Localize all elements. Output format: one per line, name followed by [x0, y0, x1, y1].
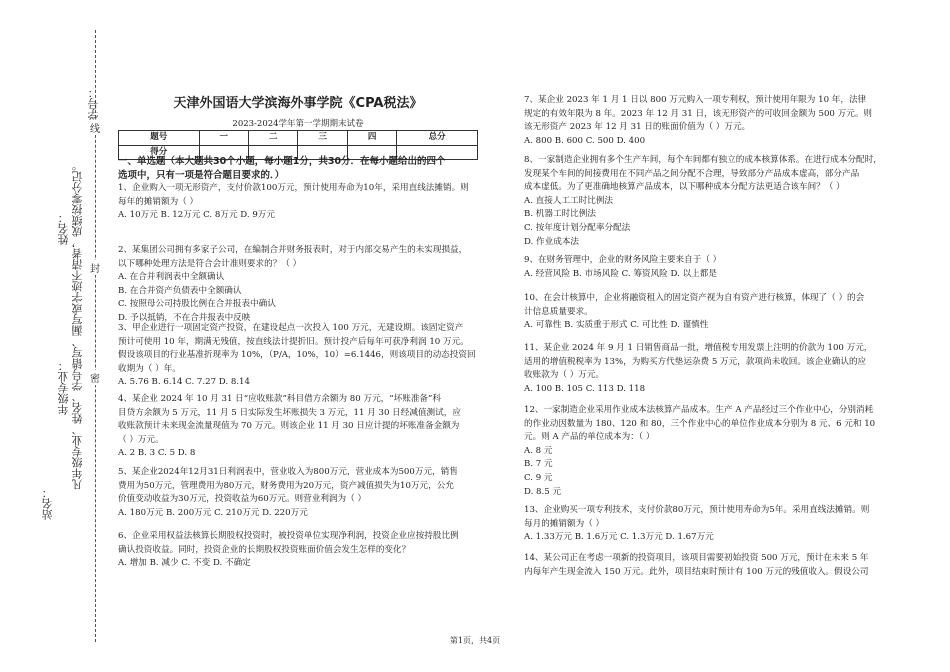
question-item — [524, 292, 924, 333]
question-line: 14、某公司正在考虑一项新的投资项目，该项目需要初始投资 500 万元，预计在未来 5 年 — [524, 553, 869, 563]
question-line: 6、企业采用权益法核算长期股权投资时，被投资单位实现净利润，投资企业应按持股比例 — [118, 531, 459, 541]
question-line: 4、某企业 2024 年 10 月 31 日“应收账款”科目借方余额为 80 万元，“坏账准备”科 — [118, 394, 442, 404]
score-row-label: 得分 — [119, 145, 200, 160]
question-item — [118, 322, 478, 390]
question-line: 目贷方余额为 5 万元，11 月 5 日实际发生坏账损失 3 万元，11 月 30 日经减值测试，应 — [118, 407, 461, 418]
question-line: A. 10万元 B. 12万元 C. 8万元 D. 9万元 — [118, 210, 275, 221]
instruction-warning: 凡年级专业、姓名、学号错写、漏写或字迹不清者，成绩按零分记。 — [71, 160, 84, 490]
score-header: 题号 — [119, 131, 200, 146]
question-line: A. 可靠性 B. 实质重于形式 C. 可比性 D. 谨慎性 — [524, 320, 709, 331]
student-id-label: 学号： — [87, 87, 100, 120]
question-item — [118, 466, 478, 520]
question-item — [118, 244, 478, 326]
question-line: 内每年产生现金流入 150 万元。此外，项目结束时预计有 100 万元的残值收入。假设公司 — [524, 566, 869, 577]
question-item — [118, 182, 478, 223]
question-line: A. 直接人工工时比例法 — [524, 195, 614, 206]
question-line: 5、某企业2024年12月31日利润表中，营业收入为800万元，营业成本为500万元，销售 — [118, 467, 458, 477]
question-item — [118, 393, 478, 461]
seal-char-3: 密 — [90, 370, 100, 385]
question-line: 规定的有效年限为 8 年。2023 年 12 月 31 日，该无形资产的可收回金额为 500 万元。则 — [524, 108, 873, 119]
name-label: 姓名： — [57, 212, 70, 245]
question-line: A. 100 B. 105 C. 113 D. 118 — [524, 383, 646, 394]
binding-sidebar — [0, 0, 118, 672]
question-line: 元。则 A 产品的单位成本为：（ ） — [524, 432, 655, 443]
question-line: 收账款为（ ）万元。 — [524, 370, 605, 381]
question-item — [118, 530, 478, 571]
score-header: 总分 — [397, 131, 478, 146]
page-footer: 第1页，共4页 — [449, 636, 501, 645]
section-heading-line: 选项中，只有一项是符合题目要求的．） — [118, 170, 285, 181]
question-line: 11、某企业 2024 年 9 月 1 日销售商品一批，增值税专用发票上注明的价款为 100 万元， — [524, 343, 873, 353]
question-line: 成本虚低。为了更准确地核算产品成本，以下哪种成本分配方法更适合该车间？（ ） — [524, 182, 845, 193]
question-item — [524, 342, 924, 396]
question-line: 发现某个车间的间接费用在不同产品之间分配不合理，导致部分产品成本虚高，部分产品 — [524, 168, 860, 179]
question-line: B. 在合并资产负债表中全额确认 — [118, 285, 242, 296]
score-header: 一 — [199, 131, 248, 146]
question-line: 适用的增值税税率为 13%，为购买方代垫运杂费 5 万元，款项尚未收回。该企业确认的应 — [524, 356, 867, 367]
question-line: 7、某企业 2023 年 1 月 1 日以 800 万元购入一项专利权，预计使用年限为 10 年，法律 — [524, 95, 867, 105]
score-header-row — [119, 131, 478, 146]
question-line: C. 按照母公司持股比例在合并报表中确认 — [118, 299, 276, 310]
question-line: （ ）万元。 — [118, 434, 164, 445]
question-line: 收账款预计未来现金流量现值为 70 万元。则该企业 11 月 30 日应计提的坏账准备金额为 — [118, 421, 460, 432]
question-item — [524, 504, 924, 545]
question-line: 费用为50万元，管理费用为80万元，财务费用为20万元，资产减值损失为10万元，公允 — [118, 480, 454, 491]
question-line: A. 8 元 — [524, 445, 553, 456]
grade-major-label: 年级专业： — [57, 360, 70, 415]
question-item — [524, 404, 924, 499]
question-line: A. 在合并利润表中全额确认 — [118, 272, 225, 283]
question-line: A. 180万元 B. 200万元 C. 210万元 D. 220万元 — [118, 507, 308, 518]
question-line: A. 2 B. 3 C. 5 D. 8 — [118, 448, 196, 459]
section-heading — [118, 155, 478, 183]
question-line: 的作业动因数量为 180、120 和 80，三个作业中心的单位作业成本分别为 8 元、6 元和 10 — [524, 418, 876, 429]
question-item — [524, 254, 924, 281]
question-line: 8、一家制造企业拥有多个生产车间，每个车间都有独立的成本核算体系。在进行成本分配时， — [524, 155, 882, 165]
question-line: 价值变动收益为30万元，投资收益为60万元。则营业利润为（ ） — [118, 494, 367, 505]
question-line: B. 机器工时比例法 — [524, 209, 596, 220]
question-line: C. 按年度计划分配率分配法 — [524, 222, 631, 233]
question-line: A. 1.33万元 B. 1.6万元 C. 1.3万元 D. 1.67万元 — [524, 532, 714, 543]
question-line: A. 5.76 B. 6.14 C. 7.27 D. 8.14 — [118, 377, 250, 388]
question-line: 3、甲企业进行一项固定资产投资，在建设起点一次投入 100 万元，无建设期。该固定资产 — [118, 323, 464, 333]
question-line: A. 经营风险 B. 市场风险 C. 筹资风险 D. 以上都是 — [524, 268, 717, 279]
question-line: 12、一家制造企业采用作业成本法核算产品成本。生产 A 产品经过三个作业中心，分别消耗 — [524, 405, 874, 415]
exam-page — [118, 0, 950, 672]
question-line: 假设该项目的行业基准折现率为 10%，（P/A，10%，10）=6.1446，则该项目的动态投资回 — [118, 350, 476, 361]
question-line: D. 作业成本法 — [524, 236, 580, 247]
question-line: 该无形资产 2023 年 12 月 31 日的账面价值为（ ）万元。 — [524, 122, 751, 133]
question-line: 1、企业购入一项无形资产，支付价款100万元，预计使用寿命为10年，采用直线法摊销。则 — [118, 183, 469, 193]
exam-title: 天津外国语大学滨海外事学院《CPA税法》 — [173, 96, 423, 111]
question-item — [524, 94, 924, 148]
question-line: D. 8.5 元 — [524, 486, 562, 497]
section-heading-line: 一、单选题（本大题共30个小题，每小题1分，共30分．在每小题给出的四个 — [118, 156, 446, 167]
question-line: 预计可使用 10 年，期满无残值，按直线法计提折旧。预计投产后每年可获净利润 10 万元。 — [118, 336, 469, 347]
score-header: 四 — [347, 131, 396, 146]
seal-char-1: 线 — [90, 120, 100, 135]
question-item — [524, 154, 924, 249]
question-line: A. 增加 B. 减少 C. 不变 D. 不确定 — [118, 558, 251, 569]
question-line: 13、企业购买一项专利技术，支付价款80万元，预计使用寿命为5年。采用直线法摊销。则 — [524, 505, 870, 515]
question-item — [524, 552, 924, 579]
score-header: 三 — [298, 131, 347, 146]
question-line: B. 7 元 — [524, 459, 553, 470]
question-line: 10、在会计核算中，企业将融资租入的固定资产视为自有资产进行核算，体现了（ ）的会 — [524, 293, 865, 303]
question-line: 每年的摊销额为（ ） — [118, 196, 199, 207]
question-line: D. 予以抵销，不在合并报表中反映 — [118, 312, 251, 323]
question-line: 9、在财务管理中，企业的财务风险主要来自于（ ） — [524, 255, 722, 265]
question-line: 每月的摊销额为（ ） — [524, 518, 605, 529]
question-line: 以下哪种处理方法是符合会计准则要求的？（ ） — [118, 258, 302, 269]
score-header: 二 — [249, 131, 298, 146]
question-line: 收期为（ ）年。 — [118, 363, 181, 374]
question-line: C. 9 元 — [524, 472, 553, 483]
question-line: 确认投资收益。同时，投资企业的长期股权投资账面价值会发生怎样的变化？ — [118, 544, 411, 555]
question-line: A. 800 B. 600 C. 500 D. 400 — [524, 135, 646, 146]
question-line: 计信息质量要求。 — [524, 306, 593, 317]
seal-char-2: 封 — [90, 260, 100, 275]
site-name-label: 站名： — [41, 487, 54, 520]
question-line: 2、某集团公司拥有多家子公司，在编制合并财务报表时，对于内部交易产生的未实现损益， — [118, 245, 468, 255]
exam-subtitle: 2023-2024学年第一学期期末试卷 — [232, 119, 364, 129]
